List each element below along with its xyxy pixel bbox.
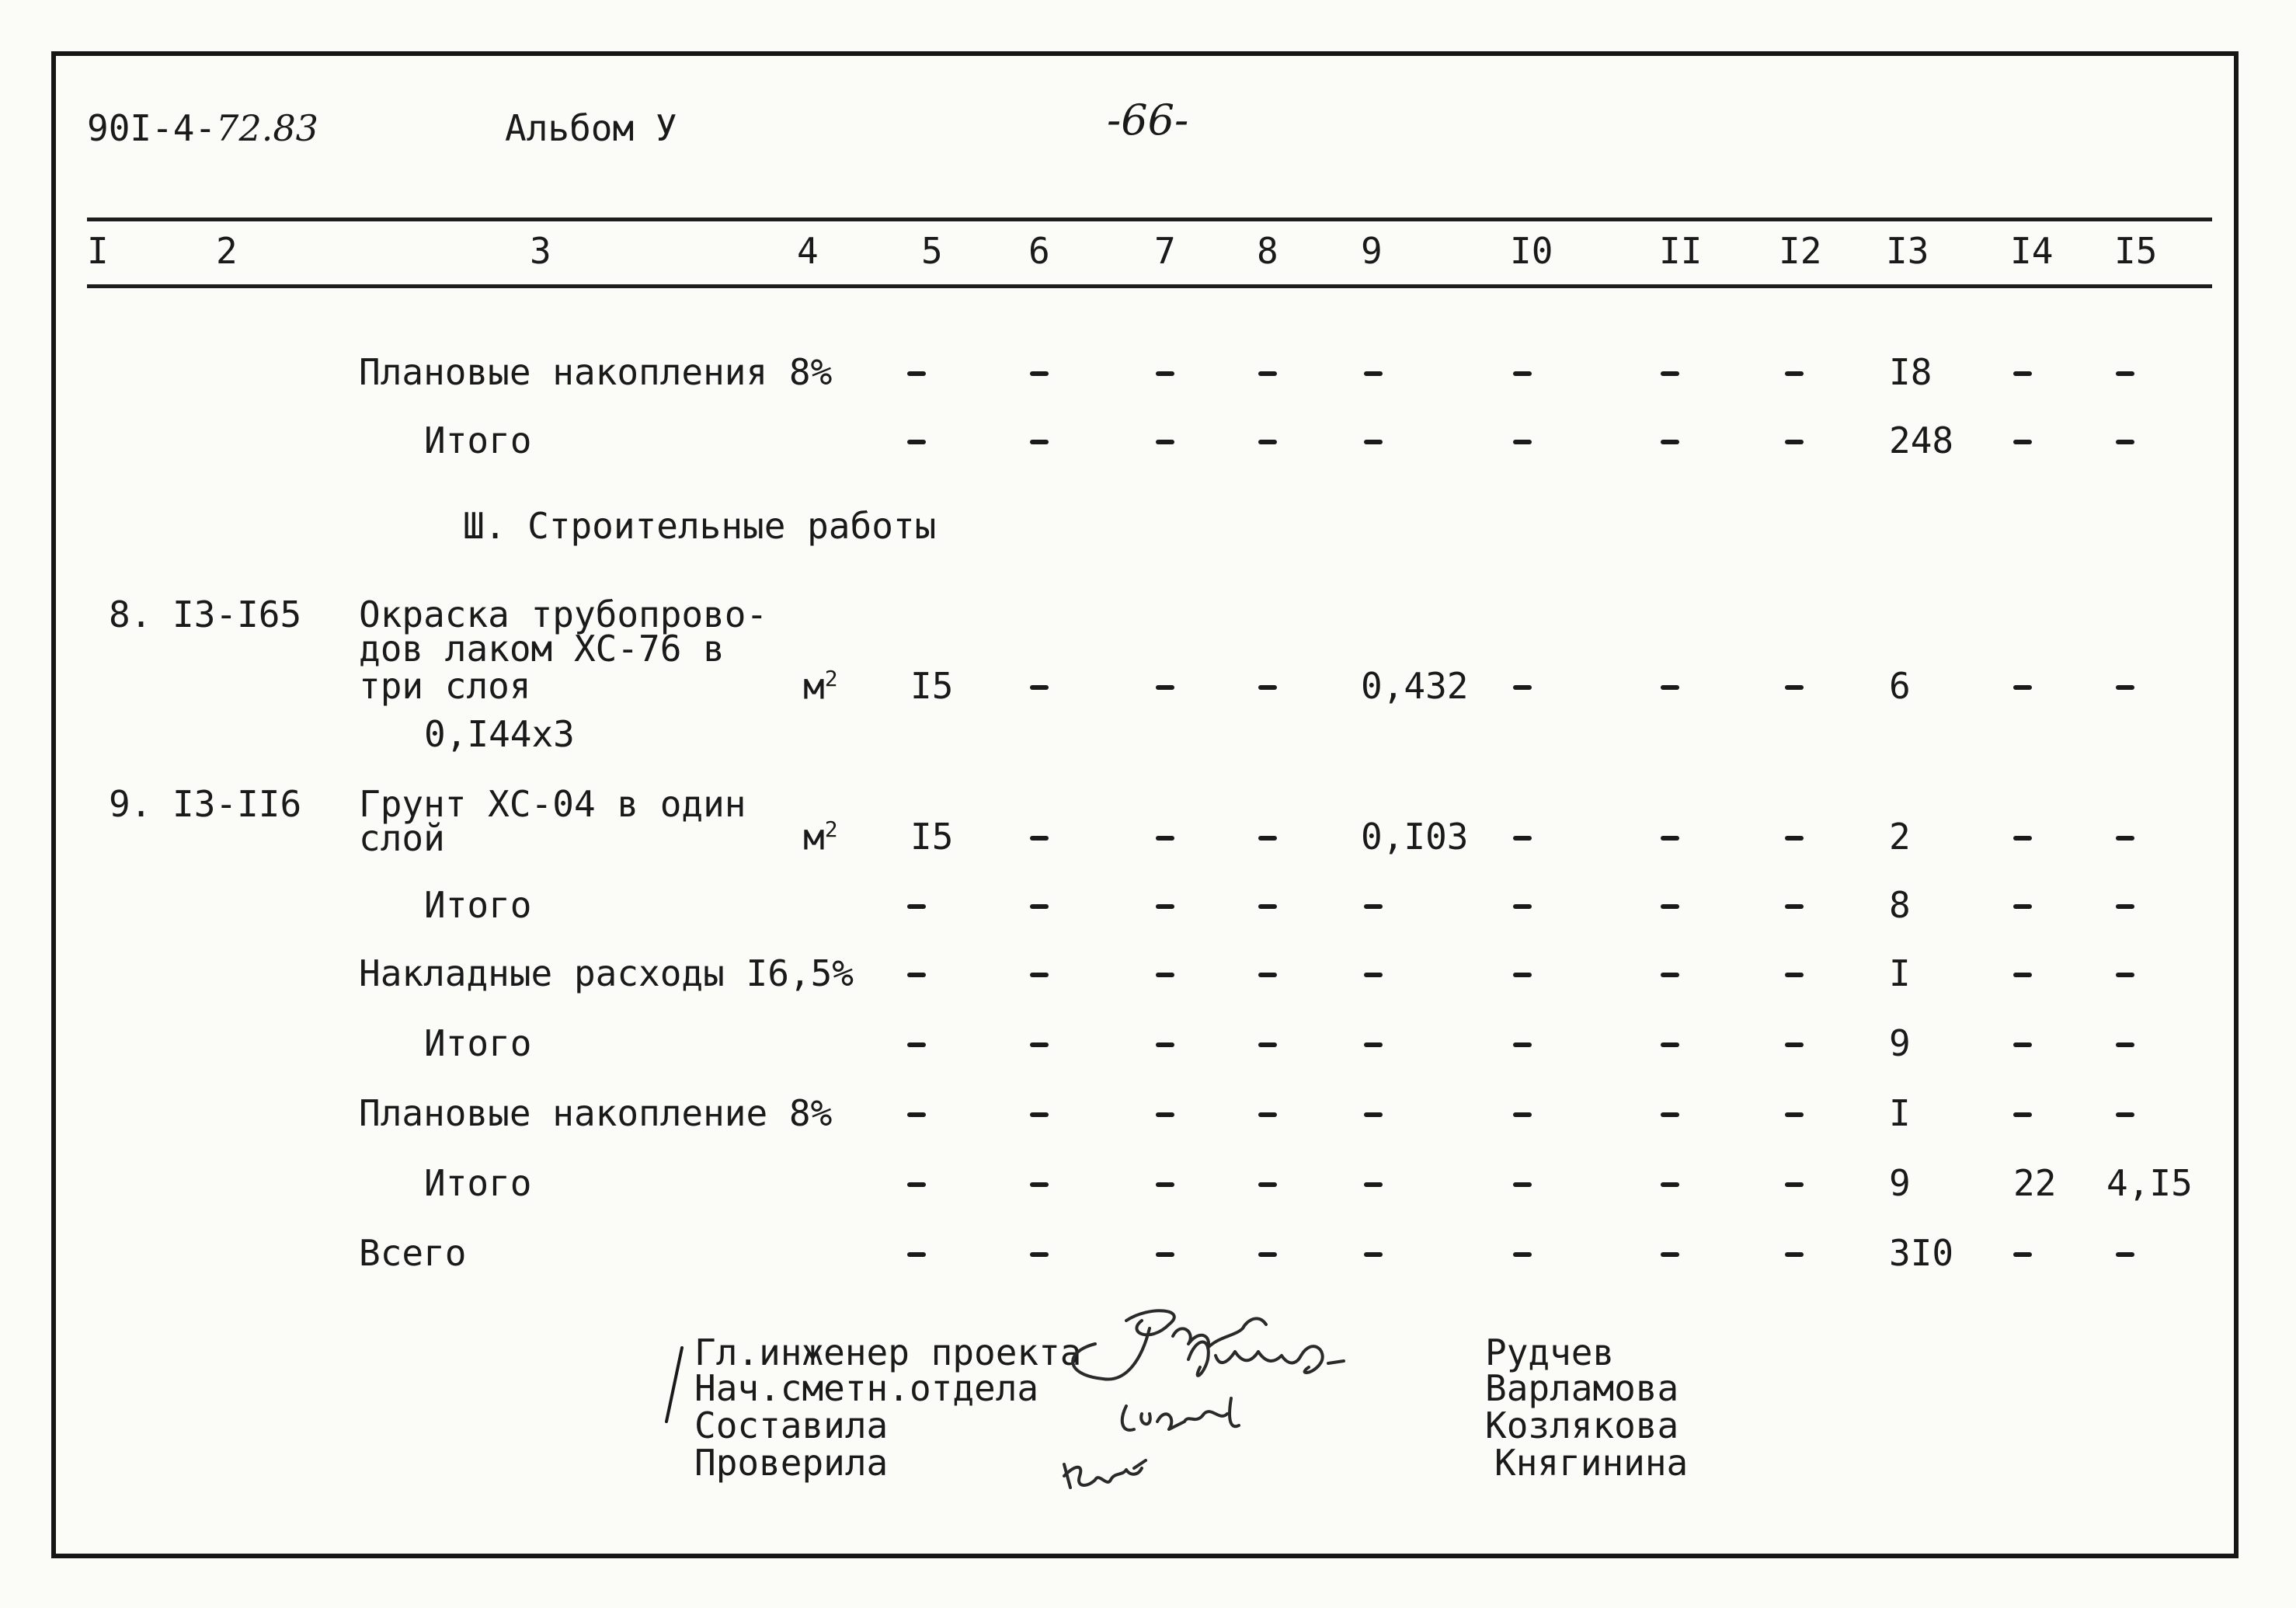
row-subtotal-1-label: Итого (424, 419, 532, 461)
dash (2116, 836, 2134, 841)
dash (2013, 836, 2032, 841)
item-8-unit-base: м (803, 665, 825, 708)
dash (907, 973, 926, 977)
column-header-11: II (1659, 230, 1703, 272)
item-8-unit (803, 665, 838, 708)
column-header-9: 9 (1361, 230, 1383, 272)
dash (1156, 973, 1174, 977)
row-subtotal-4-col15: 4,I5 (2106, 1162, 2193, 1204)
dash (1661, 1112, 1679, 1117)
dash (907, 1182, 926, 1187)
item-9-unit (803, 816, 838, 858)
dash (1785, 371, 1804, 376)
column-header-12: I2 (1779, 230, 1822, 272)
doc-code (87, 107, 318, 149)
dash (1030, 1042, 1049, 1047)
dash (2116, 371, 2134, 376)
dash (1785, 1112, 1804, 1117)
item-9-code: I3-II6 (172, 783, 302, 825)
doc-code-handwritten: 72.83 (216, 107, 318, 149)
dash (1661, 440, 1679, 444)
dash (1258, 1182, 1277, 1187)
dash (1030, 1182, 1049, 1187)
dash (1785, 973, 1804, 977)
dash (1513, 1042, 1532, 1047)
dash (2013, 973, 2032, 977)
dash (1030, 836, 1049, 841)
dash (1785, 1042, 1804, 1047)
row-planned-savings-col13: I8 (1889, 351, 1932, 393)
item-8-calc: 0,I44х3 (424, 713, 575, 755)
item-9-unit-sup: 2 (824, 816, 838, 842)
dash (907, 440, 926, 444)
row-planned-savings-2-col13: I (1889, 1092, 1911, 1134)
dash (1258, 1042, 1277, 1047)
item-8-unit-sup: 2 (824, 666, 838, 691)
row-planned-savings-2-label: Плановые накопление 8% (359, 1092, 833, 1134)
page-number: -66- (1107, 96, 1189, 144)
column-header-2: 2 (216, 230, 238, 272)
dash (1785, 440, 1804, 444)
dash (1258, 1112, 1277, 1117)
dash (1258, 1252, 1277, 1257)
dash (1661, 973, 1679, 977)
row-subtotal-2-col13: 8 (1889, 884, 1911, 926)
dash (1513, 440, 1532, 444)
dash (1785, 904, 1804, 909)
dash (2013, 440, 2032, 444)
dash (1513, 1182, 1532, 1187)
item-9-name-line1: Грунт ХС-04 в один (359, 783, 746, 825)
dash (2116, 685, 2134, 690)
row-grand-total-col13: 3I0 (1889, 1232, 1954, 1274)
doc-code-typed: 90I-4- (87, 107, 217, 149)
dash (1513, 371, 1532, 376)
signature-name-rudchev: Рудчев (1485, 1331, 1615, 1373)
signature-bracket (659, 1344, 690, 1429)
column-header-7: 7 (1154, 230, 1176, 272)
dash (1258, 973, 1277, 977)
dash (2116, 440, 2134, 444)
dash (907, 904, 926, 909)
column-header-15: I5 (2114, 230, 2158, 272)
dash (1364, 440, 1383, 444)
signature-title-checked: Проверила (694, 1442, 889, 1484)
row-subtotal-4-col13: 9 (1889, 1162, 1911, 1204)
dash (1258, 904, 1277, 909)
album-title: Альбом У (505, 107, 677, 149)
dash (1513, 973, 1532, 977)
dash (1364, 1252, 1383, 1257)
row-subtotal-2-label: Итого (424, 884, 532, 926)
dash (1513, 836, 1532, 841)
header-top-rule (87, 218, 2212, 221)
dash (1364, 1042, 1383, 1047)
dash (1030, 685, 1049, 690)
dash (1661, 1182, 1679, 1187)
header-bottom-rule (87, 284, 2212, 288)
dash (1030, 440, 1049, 444)
handwritten-signatures (1033, 1290, 1468, 1523)
dash (1156, 1182, 1174, 1187)
dash (1364, 973, 1383, 977)
dash (1513, 685, 1532, 690)
dash (2013, 904, 2032, 909)
item-8-name-line3: три слоя (359, 665, 531, 707)
item-8-col5: I5 (910, 665, 954, 707)
dash (1513, 904, 1532, 909)
dash (1785, 1182, 1804, 1187)
dash (1156, 1112, 1174, 1117)
dash (1785, 836, 1804, 841)
dash (2013, 371, 2032, 376)
dash (2013, 1042, 2032, 1047)
row-grand-total-label: Всего (359, 1232, 467, 1274)
dash (1258, 685, 1277, 690)
row-subtotal-4-label: Итого (424, 1162, 532, 1204)
dash (2116, 1112, 2134, 1117)
item-8-code: I3-I65 (172, 593, 302, 635)
dash (1364, 904, 1383, 909)
dash (1513, 1252, 1532, 1257)
dash (1258, 836, 1277, 841)
column-header-6: 6 (1028, 230, 1050, 272)
dash (1156, 440, 1174, 444)
dash (1258, 371, 1277, 376)
section-heading: Ш. Строительные работы (463, 505, 937, 547)
dash (1156, 685, 1174, 690)
dash (1364, 371, 1383, 376)
dash (907, 1252, 926, 1257)
column-header-10: I0 (1510, 230, 1553, 272)
signature-title-compiled: Составила (694, 1404, 889, 1446)
dash (2116, 973, 2134, 977)
dash (1661, 836, 1679, 841)
row-overhead-col13: I (1889, 952, 1911, 994)
row-subtotal-4-col14: 22 (2013, 1162, 2057, 1204)
item-9-name-line2: слой (359, 817, 445, 859)
dash (907, 371, 926, 376)
dash (1030, 973, 1049, 977)
item-9-col5: I5 (910, 816, 954, 858)
column-header-13: I3 (1886, 230, 1929, 272)
item-9-col9: 0,I03 (1361, 816, 1469, 858)
column-header-5: 5 (921, 230, 943, 272)
dash (2116, 1252, 2134, 1257)
column-header-4: 4 (797, 230, 819, 272)
dash (1364, 1182, 1383, 1187)
column-header-3: 3 (530, 230, 551, 272)
dash (1030, 371, 1049, 376)
dash (1156, 371, 1174, 376)
dash (1030, 904, 1049, 909)
signature-title-estimates-head: Нач.сметн.отдела (694, 1367, 1039, 1409)
dash (1156, 1042, 1174, 1047)
column-header-14: I4 (2010, 230, 2054, 272)
dash (1661, 1042, 1679, 1047)
dash (1156, 1252, 1174, 1257)
dash (1030, 1112, 1049, 1117)
dash (1258, 440, 1277, 444)
dash (1156, 836, 1174, 841)
row-planned-savings-label: Плановые накопления 8% (359, 351, 833, 393)
dash (1364, 1112, 1383, 1117)
dash (2116, 1042, 2134, 1047)
item-9-col13: 2 (1889, 816, 1911, 858)
dash (1661, 904, 1679, 909)
dash (1513, 1112, 1532, 1117)
dash (2013, 685, 2032, 690)
dash (907, 1042, 926, 1047)
row-subtotal-1-col13: 248 (1889, 419, 1954, 461)
dash (1661, 371, 1679, 376)
item-9-number: 9. (109, 783, 152, 825)
column-header-8: 8 (1257, 230, 1278, 272)
item-8-col9: 0,432 (1361, 665, 1469, 707)
dash (1661, 1252, 1679, 1257)
dash (1030, 1252, 1049, 1257)
item-8-name-line2: дов лаком ХС-76 в (359, 628, 725, 670)
dash (907, 1112, 926, 1117)
dash (1785, 685, 1804, 690)
column-header-1: I (87, 230, 109, 272)
dash (2116, 904, 2134, 909)
item-9-unit-base: м (803, 816, 825, 858)
dash (1785, 1252, 1804, 1257)
item-8-name-line1: Окраска трубопрово- (359, 593, 768, 635)
item-8-number: 8. (109, 593, 152, 635)
row-subtotal-3-label: Итого (424, 1022, 532, 1064)
dash (2013, 1112, 2032, 1117)
dash (1156, 904, 1174, 909)
signature-title-chief-engineer: Гл.инженер проекта (694, 1331, 1082, 1373)
dash (2013, 1252, 2032, 1257)
signature-name-varlamova: Варламова (1485, 1367, 1679, 1409)
item-8-col13: 6 (1889, 665, 1911, 707)
row-subtotal-3-col13: 9 (1889, 1022, 1911, 1064)
signature-name-knyaginina: Княгинина (1494, 1442, 1689, 1484)
dash (1661, 685, 1679, 690)
signature-name-kozlyakova: Козлякова (1485, 1404, 1679, 1446)
row-overhead-label: Накладные расходы I6,5% (359, 952, 854, 994)
